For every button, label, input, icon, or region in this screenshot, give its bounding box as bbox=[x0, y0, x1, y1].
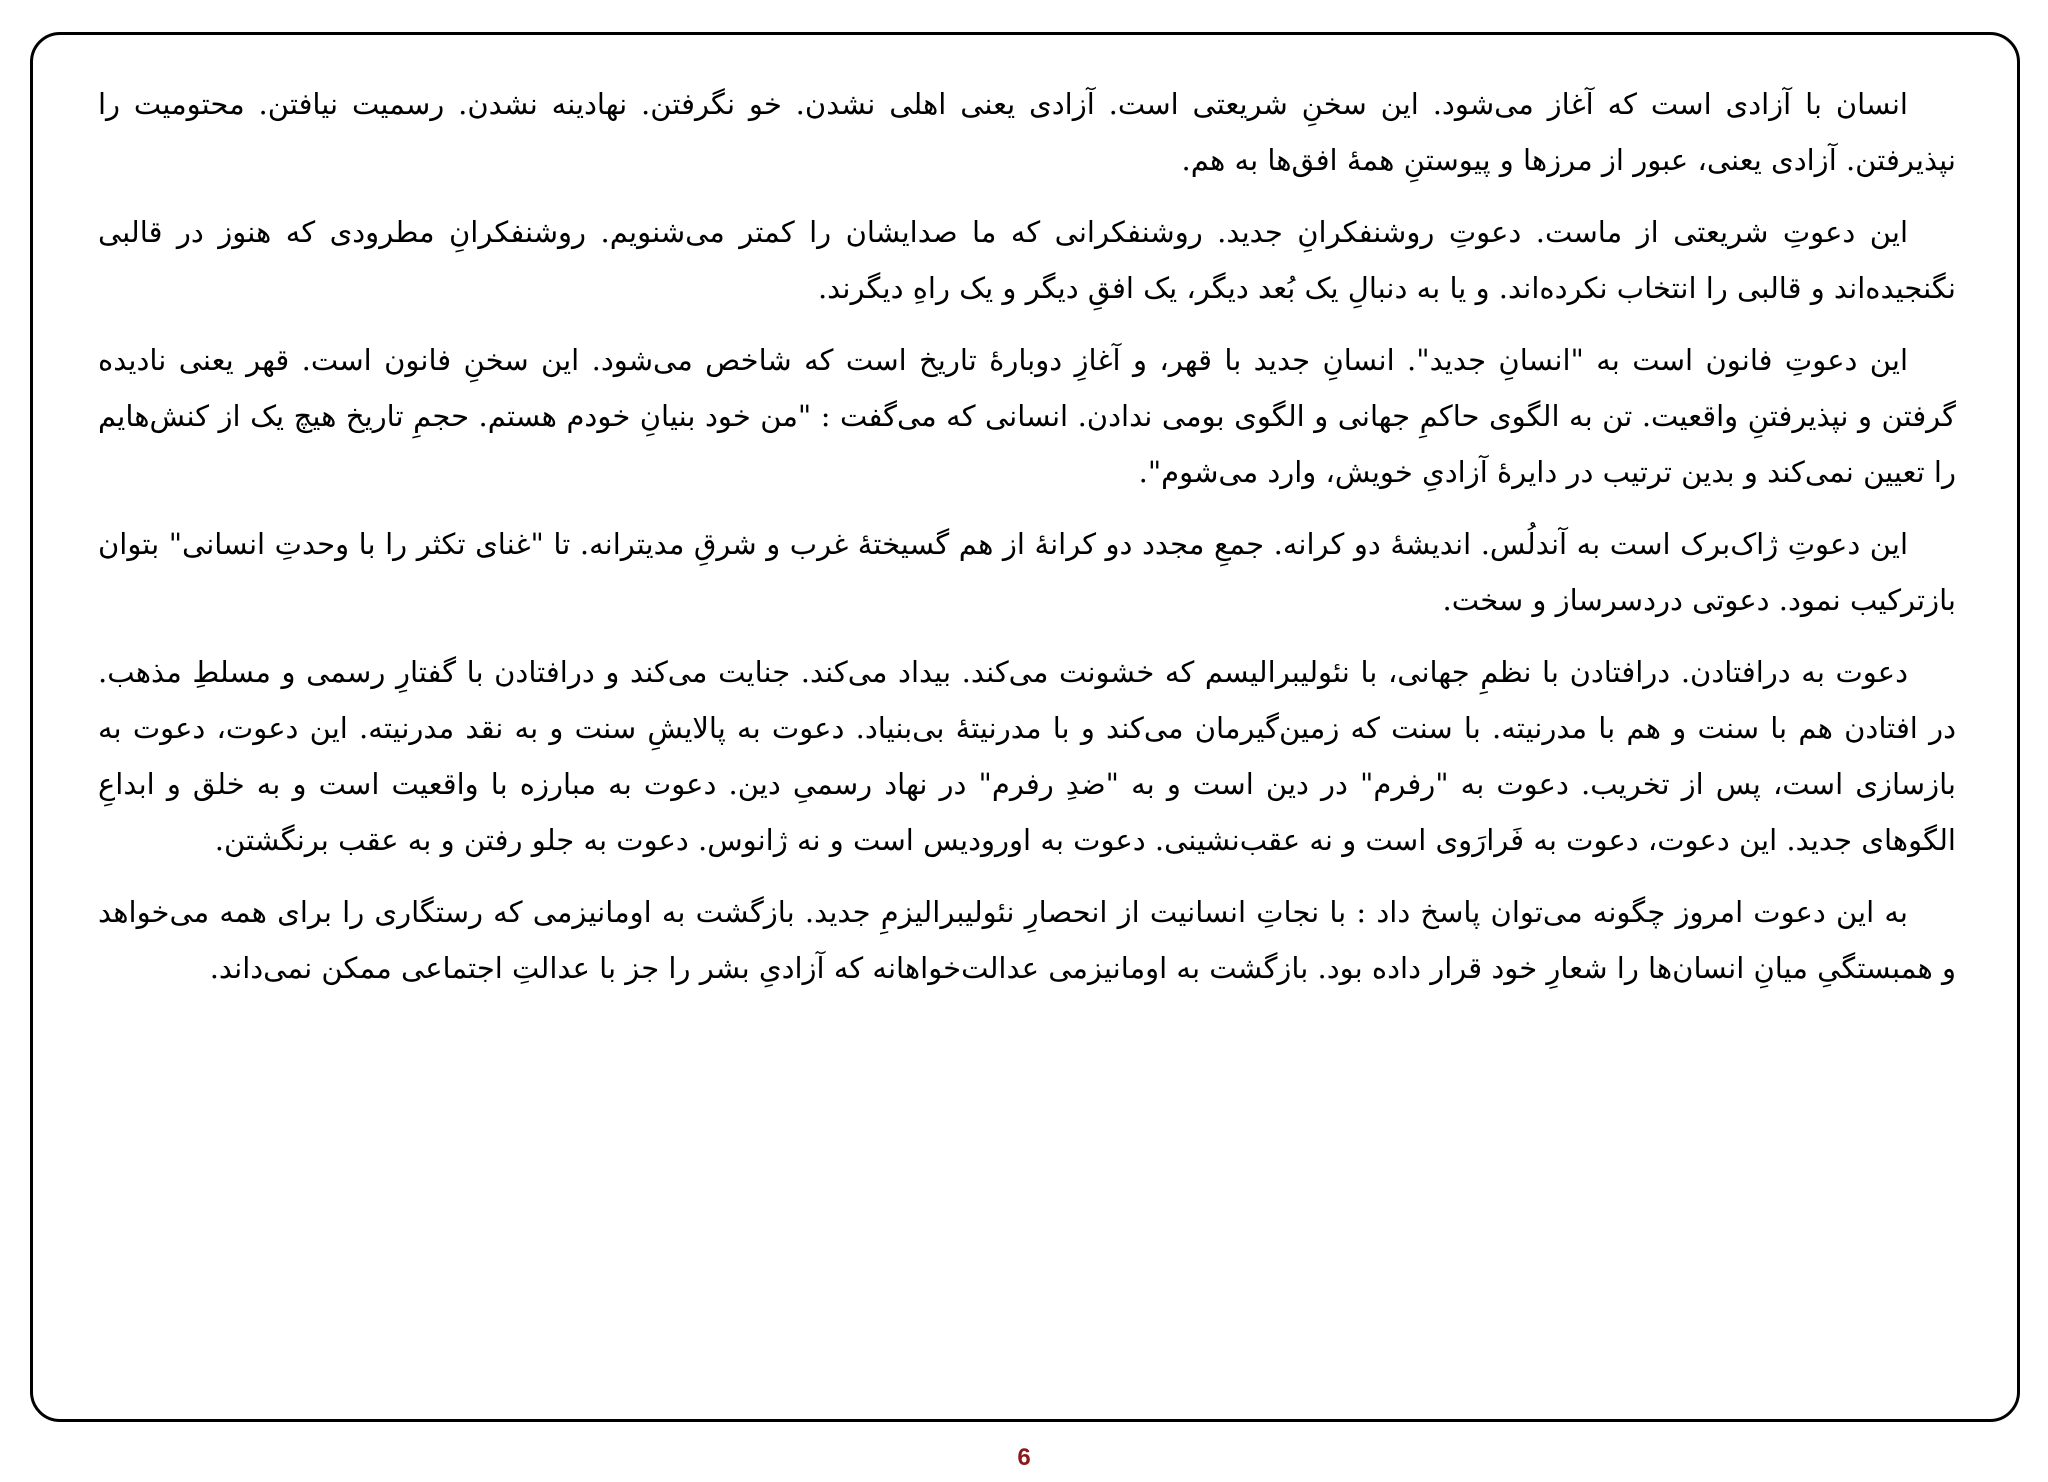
paragraph-3: این دعوتِ فانون است به "انسانِ جدید". انسانِ جدید با قهر، و آغازِ دوبارهٔ تاریخ است که شاخص می‌شود. این سخنِ فانون است. قهر یعنی نادیده گرفتن و نپذیرفتنِ واقعیت. تن به الگوی حاکمِ جهانی و الگوی بومی ندادن. انسانی که می‌گفت : "من خود بنیانِ خودم هستم. حجمِ تاریخ هیچ یک از کنش‌هایم را تعیین نمی‌کند و بدین ترتیب در دایرهٔ آزادیِ خویش، وارد می‌شوم". bbox=[98, 343, 1956, 489]
paragraph-6: به این دعوت امروز چگونه می‌توان پاسخ داد : با نجاتِ انسانیت از انحصارِ نئولیبرالیزمِ جدید. بازگشت به اومانیزمی که رستگاری را برای همه می‌خواهد و همبستگیِ میانِ انسان‌ها را شعارِ خود قرار داده بود. بازگشت به اومانیزمی عدالت‌خواهانه که آزادیِ بشر را جز با عدالتِ اجتماعی ممکن نمی‌داند. bbox=[98, 895, 1956, 985]
document-body bbox=[98, 76, 1956, 1012]
paragraph-5: دعوت به درافتادن. درافتادن با نظمِ جهانی، با نئولیبرالیسم که خشونت می‌کند. بیداد می‌کند. جنایت می‌کند و درافتادن با گفتارِ رسمی و مسلطِ مذهب. در افتادن هم با سنت و هم با مدرنیته. با سنت که زمین‌گیرمان می‌کند و با مدرنیتهٔ بی‌بنیاد. دعوت به پالایشِ سنت و به نقد مدرنیته. این دعوت، دعوت به بازسازی است، پس از تخریب. دعوت به "رفرم" در دین است و به "ضدِ رفرم" در نهاد رسمیِ دین. دعوت به مبارزه با واقعیت است و به خلق و ابداعِ الگوهای جدید. این دعوت، دعوت به فَرارَوی است و نه عقب‌نشینی. دعوت به اورودیس است و نه ژانوس. دعوت به جلو رفتن و به عقب برنگشتن. bbox=[98, 655, 1956, 857]
paragraph-2: این دعوتِ شریعتی از ماست. دعوتِ روشنفکرانِ جدید. روشنفکرانی که ما صدایشان را کمتر می‌شنویم. روشنفکرانِ مطرودی که هنوز در قالبی نگنجیده‌اند و قالبی را انتخاب نکرده‌اند. و یا به دنبالِ یک بُعد دیگر، یک افقِ دیگر و یک راهِ دیگرند. bbox=[98, 215, 1956, 305]
paragraph-4: این دعوتِ ژاک‌برک است به آندلُس. اندیشهٔ دو کرانه. جمعِ مجدد دو کرانهٔ از هم گسیختهٔ غرب و شرقِ مدیترانه. تا "غنای تکثر را با وحدتِ انسانی" بتوان بازترکیب نمود. دعوتی دردسرساز و سخت. bbox=[98, 527, 1956, 617]
page-number: 6 bbox=[1017, 1444, 1031, 1471]
paragraph-1: انسان با آزادی است که آغاز می‌شود. این سخنِ شریعتی است. آزادی یعنی اهلی نشدن. خو نگرفتن. نهادینه نشدن. رسمیت نیافتن. محتومیت را نپذیرفتن. آزادی یعنی، عبور از مرزها و پیوستنِ همهٔ افق‌ها به هم. bbox=[98, 87, 1956, 177]
